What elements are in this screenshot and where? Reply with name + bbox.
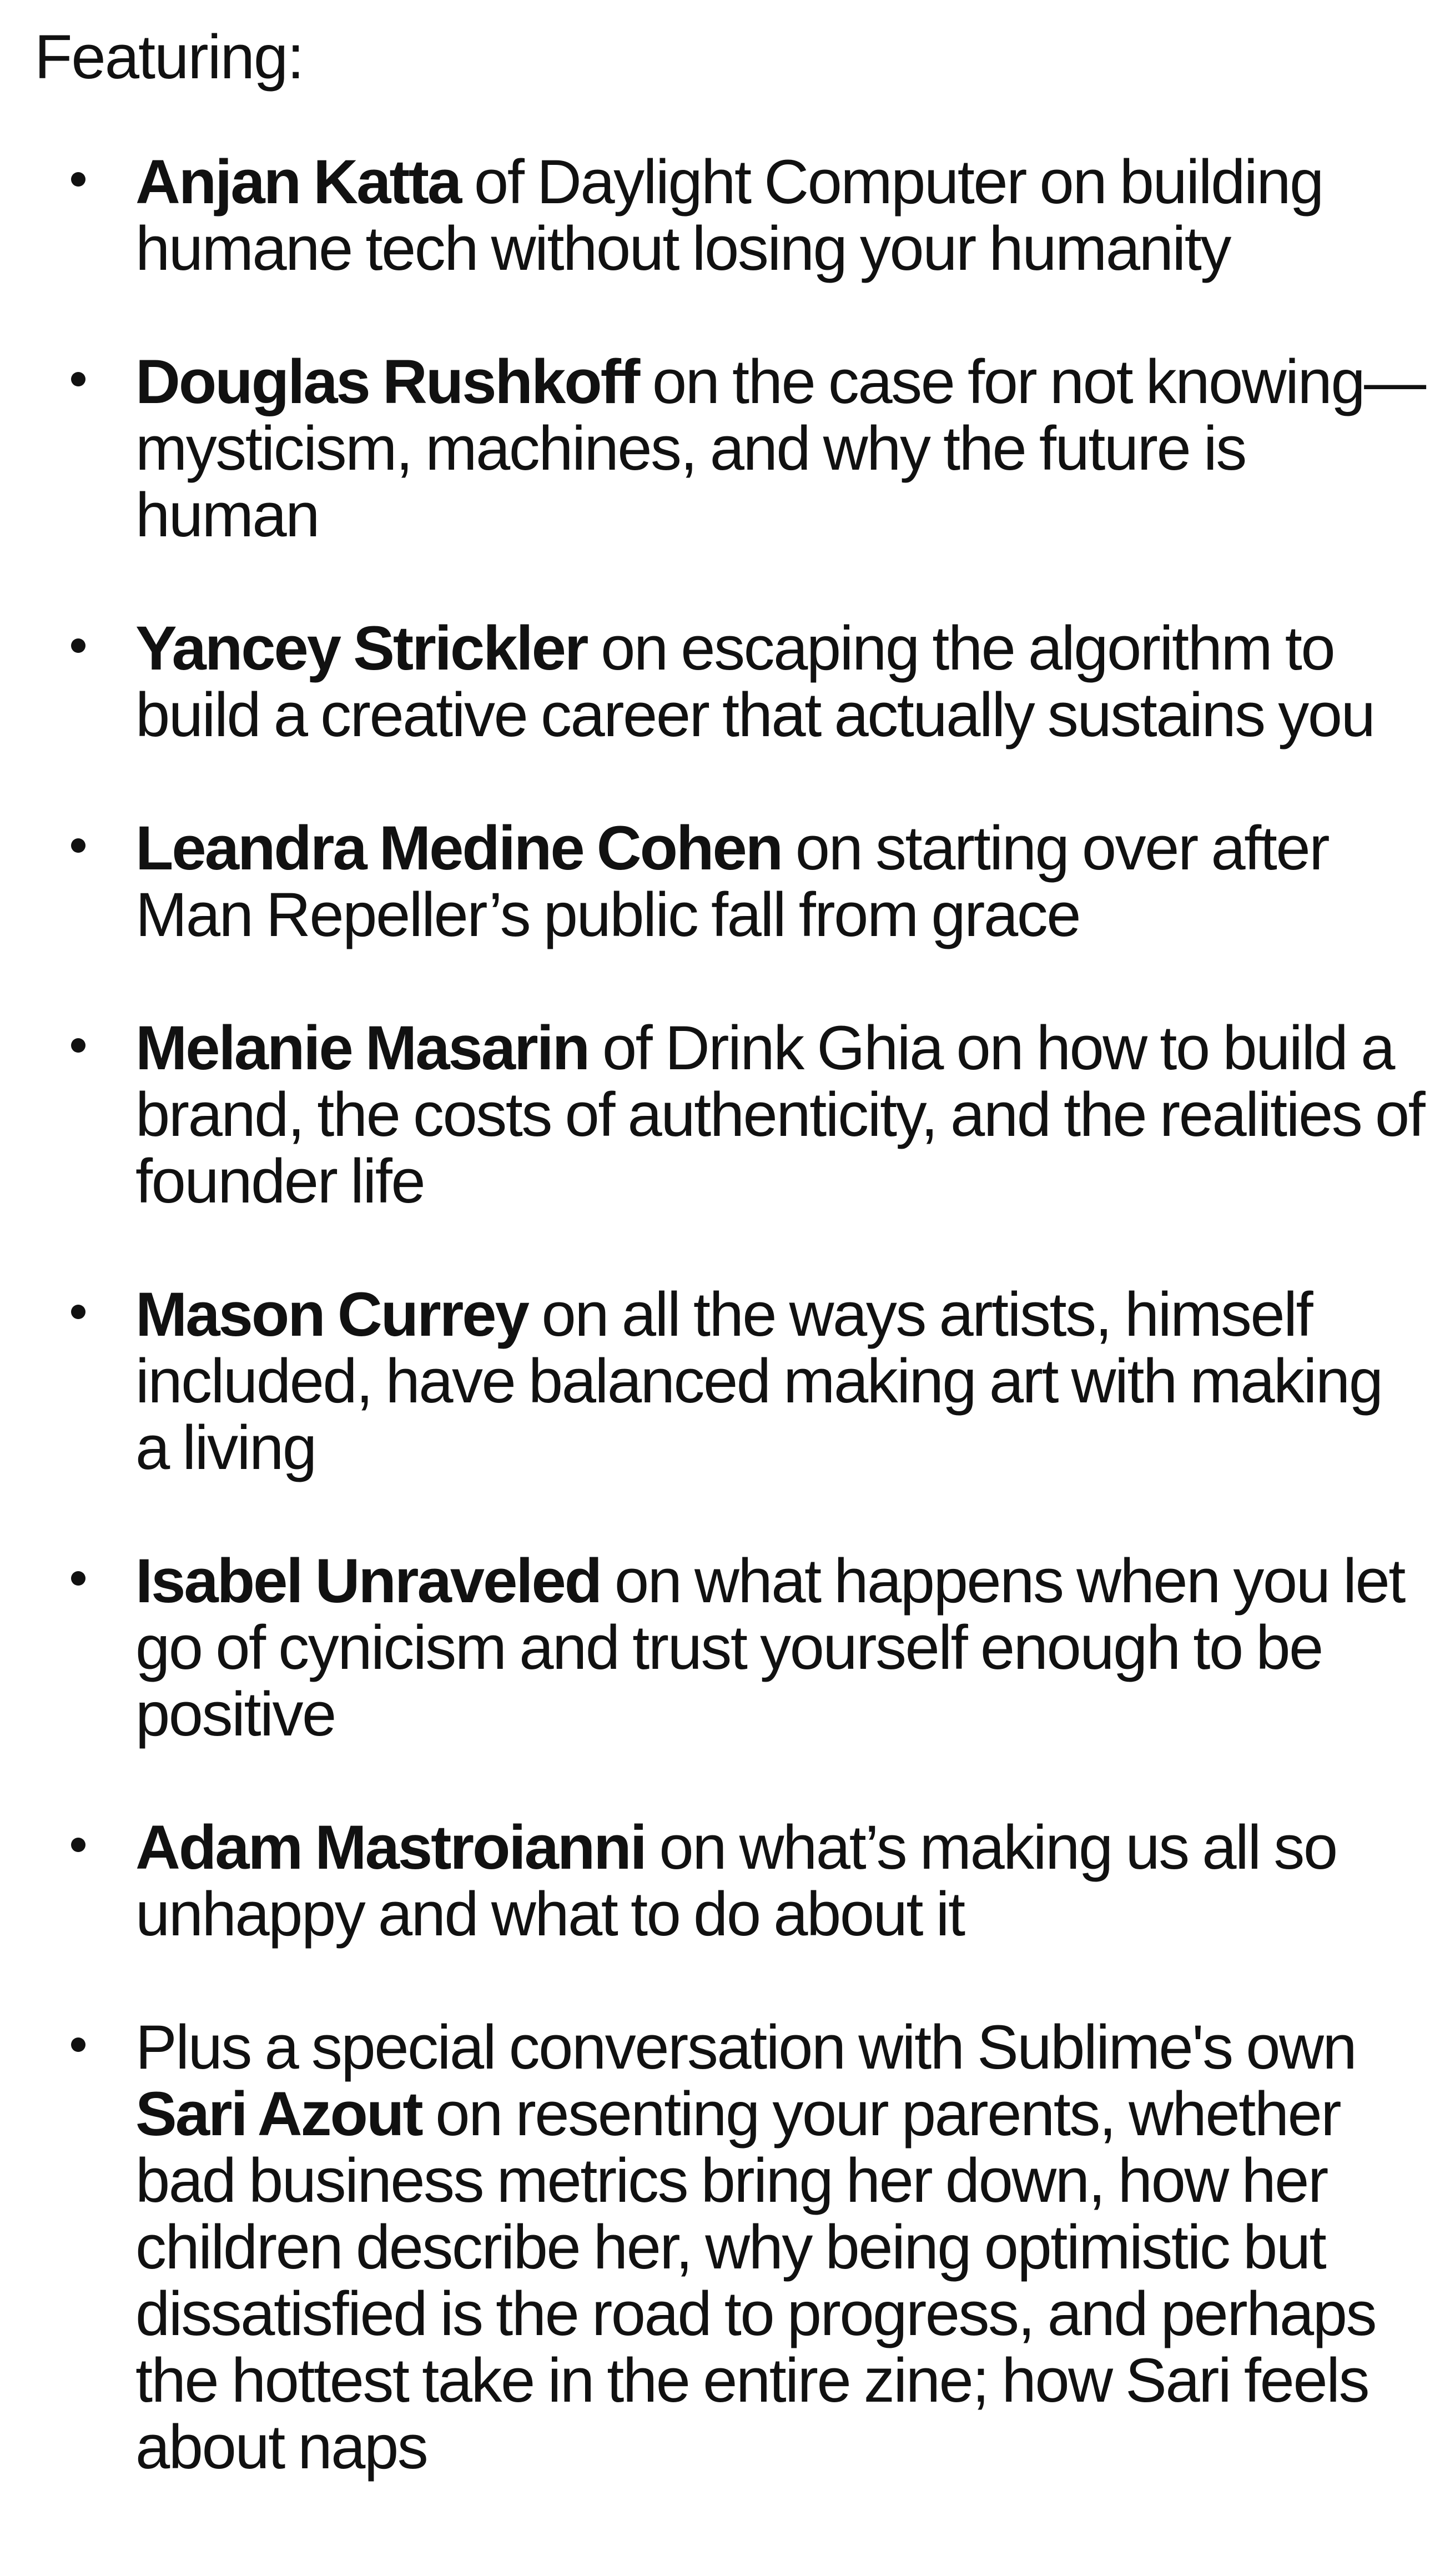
guest-description: on what happens when you let go of cynicism and trust yourself enough to be positive: [135, 1546, 1404, 1749]
guest-name: Adam Mastroianni: [135, 1813, 646, 1882]
bullet-icon: [71, 372, 85, 386]
guest-description: on starting over after Man Repeller’s public fall from grace: [135, 813, 1328, 949]
bullet-icon: [71, 838, 85, 853]
special-conversation-prefix: Plus a special conversation with Sublime's own: [135, 2012, 1356, 2082]
bullet-icon: [71, 1305, 85, 1319]
list-item: [0, 815, 1450, 948]
bullet-icon: [71, 1038, 85, 1053]
guest-name: Sari Azout: [135, 2079, 422, 2149]
list-item: [0, 149, 1450, 282]
list-item: [0, 2014, 1450, 2481]
bullet-icon: [71, 638, 85, 653]
list-item: [0, 1281, 1450, 1481]
guest-name: Douglas Rushkoff: [135, 347, 639, 416]
list-item: [0, 1814, 1450, 1948]
guest-description: on the case for not knowing—mysticism, machines, and why the future is human: [135, 347, 1425, 550]
guest-description: on all the ways artists, himself included, have balanced making art with making a living: [135, 1280, 1382, 1482]
bullet-icon: [71, 1838, 85, 1852]
list-item: [0, 1548, 1450, 1748]
bullet-icon: [71, 1571, 85, 1586]
guest-description: on escaping the algorithm to build a creative career that actually sustains you: [135, 613, 1375, 749]
guest-name: Anjan Katta: [135, 147, 461, 217]
guest-name: Leandra Medine Cohen: [135, 813, 782, 883]
list-item: [0, 1015, 1450, 1215]
guest-name: Mason Currey: [135, 1280, 528, 1349]
guest-name: Isabel Unraveled: [135, 1546, 601, 1616]
guest-description: on resenting your parents, whether bad business metrics bring her down, how her children describe her, why being optimistic but dissatisfied is the road to progress, and perhaps the hottest take in the entire zine; how Sari feels about naps: [135, 2079, 1376, 2482]
guest-name: Yancey Strickler: [135, 613, 587, 683]
bullet-icon: [71, 172, 85, 187]
featured-guests-list: [0, 149, 1450, 2547]
guest-name: Melanie Masarin: [135, 1013, 589, 1083]
guest-description: of Daylight Computer on building humane tech without losing your humanity: [135, 147, 1323, 283]
guest-description: of Drink Ghia on how to build a brand, the costs of authenticity, and the realities of founder life: [135, 1013, 1424, 1216]
list-item: [0, 615, 1450, 748]
bullet-icon: [71, 2037, 85, 2052]
featuring-heading: Featuring:: [34, 22, 304, 92]
guest-description: on what’s making us all so unhappy and what to do about it: [135, 1813, 1337, 1949]
list-item: [0, 349, 1450, 549]
